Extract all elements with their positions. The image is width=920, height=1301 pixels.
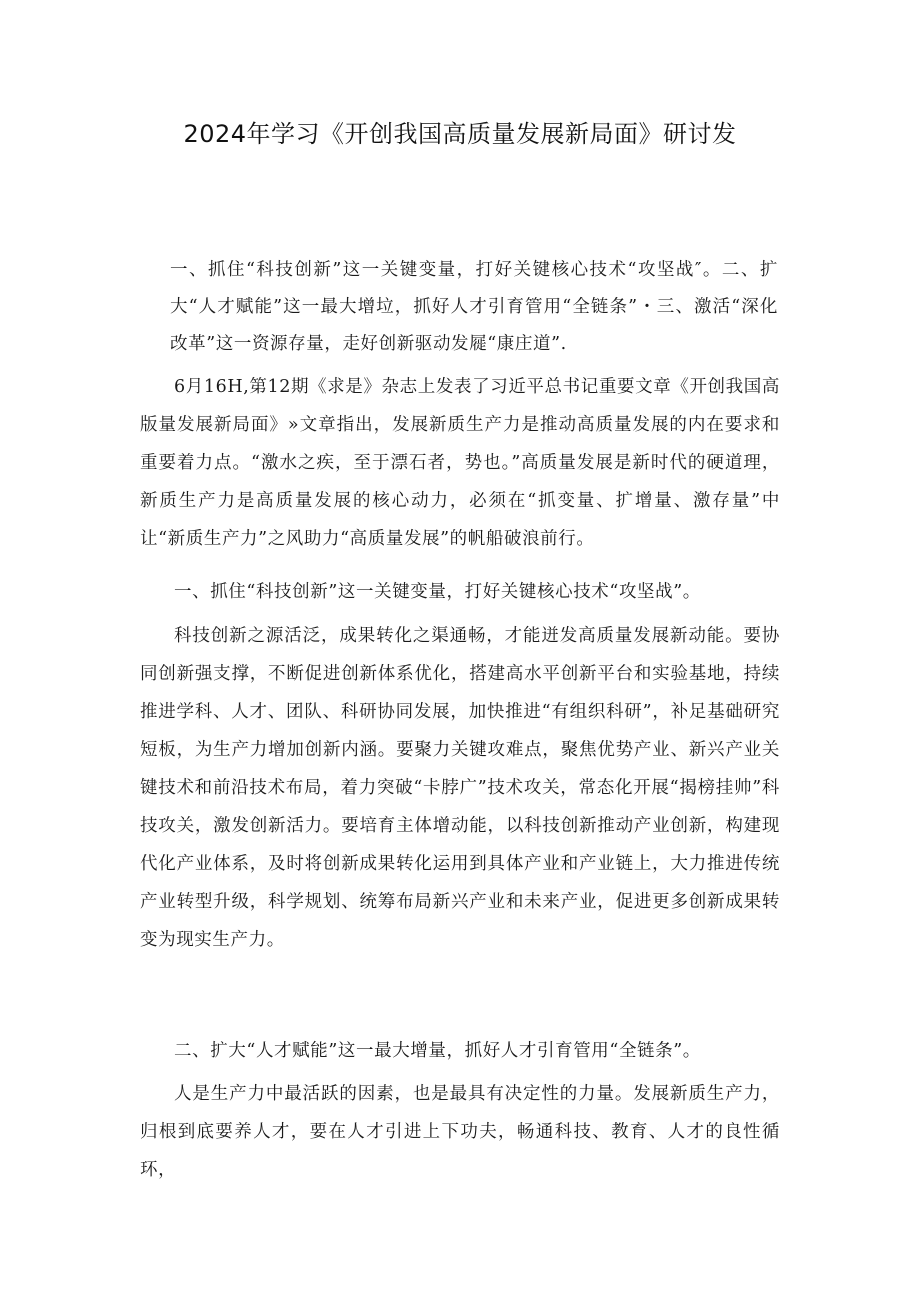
- section-paragraph-2: 人是生产力中最活跃的因素，也是最具有决定性的力量。发展新质生产力，归根到底要养人才，要在人才引进上下功夫，畅通科技、教育、人才的良性循环，: [140, 1084, 780, 1180]
- document-title: 2024年学习《开创我国高质量发展新局面》研讨发: [183, 120, 737, 148]
- section-heading-1: 一、抓住“科技创新”这一关键变量，打好关键核心技术“攻坚战”。: [174, 582, 701, 602]
- summary-paragraph: 一、抓住“科技创新”这一关键变量，打好关键核心技术“攻坚战″。二、扩大“人才赋能”这一最大增垃，抓好人才引育管用“全链条”・三、激活“深化改革”这一资源存量，走好创新驱动发屣“康庄道”.: [170, 260, 778, 354]
- intro-paragraph: 6月16H,第12期《求是》杂志上发表了习近平总书记重要文章《开创我国高版量发展新局面》»文章指出，发展新质生产力是推动高质量发展的内在要求和重要着力点。“激水之疾，至于漂石者，势也。”高质量发展是新时代的硬道理，新质生产力是高质量发展的核心动力，必须在“抓变量、扩增量、激存量”中让“新质生产力”之风助力“高质量发展”的帆船破浪前行。: [140, 377, 780, 549]
- section-heading-2: 二、扩大“人才赋能”这一最大增量，抓好人才引育管用“全链条”。: [174, 1041, 701, 1061]
- section-paragraph-1: 科技创新之源活泛，成果转化之渠通畅，才能迸发高质量发展新动能。要协同创新强支撑，不断促进创新体系优化，搭建高水平创新平台和实验基地，持续推进学科、人才、团队、科研协同发展，加快推进“有组织科研”，补足基础研究短板，为生产力增加创新内涵。要聚力关键攻难点，聚焦优势产业、新兴产业关键技术和前沿技术布局，着力突破“卡脖广”技术攻关，常态化开展“揭榜挂帅”科技攻关，激发创新活力。要培育主体增动能，以科技创新推动产业创新，构建现代化产业体系，及时将创新成果转化运用到具体产业和产业链上，大力推进传统产业转型升级，科学规划、统筹布局新兴产业和未来产业，促进更多创新成果转变为现实生产力。: [140, 626, 780, 950]
